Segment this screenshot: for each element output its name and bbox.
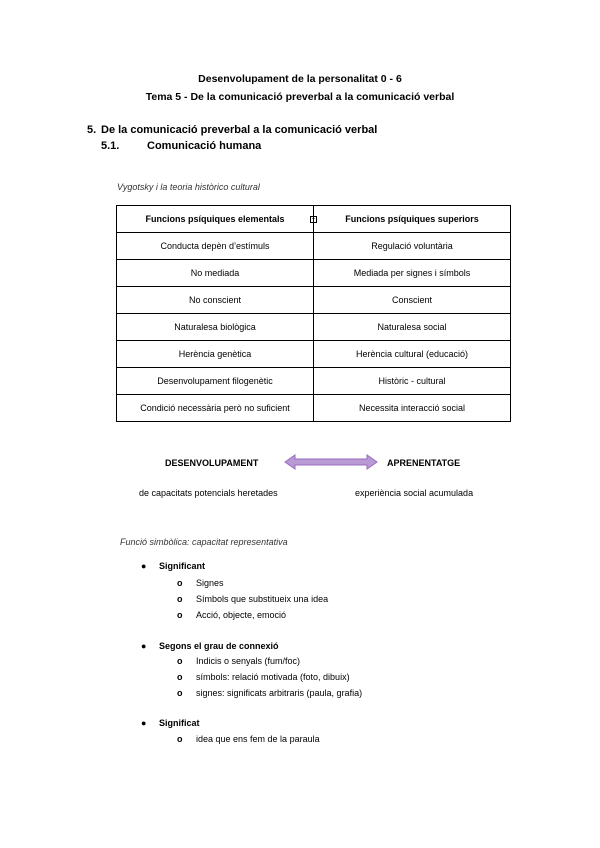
table-cell: No conscient <box>117 287 314 314</box>
table-cell: Naturalesa biològica <box>117 314 314 341</box>
table-row <box>117 341 511 368</box>
list-item: símbols: relació motivada (foto, dibuix) <box>196 672 350 682</box>
sub-bullet-icon: o <box>177 656 183 666</box>
header-cell-elementals <box>117 206 314 233</box>
section-number: 5. <box>87 124 97 136</box>
table-cell: Mediada per signes i símbols <box>314 260 511 287</box>
list-item: Signes <box>196 578 224 588</box>
table-row <box>117 314 511 341</box>
table-row <box>117 287 511 314</box>
list-item: Acció, objecte, emoció <box>196 610 287 620</box>
bullet-signified: Significat <box>159 718 200 728</box>
table-cell: Necessita interacció social <box>314 395 511 422</box>
sub-bullet-icon: o <box>177 578 183 588</box>
table-cell: Herència genètica <box>117 341 314 368</box>
development-description: de capacitats potencials heretades <box>139 488 278 498</box>
table-cell: Naturalesa social <box>314 314 511 341</box>
table-row <box>117 395 511 422</box>
subsection-title: Comunicació humana <box>147 140 262 152</box>
header-cell-superiors: Funcions psíquiques superiors <box>314 206 511 233</box>
table-row <box>117 368 511 395</box>
list-item: idea que ens fem de la paraula <box>196 734 320 744</box>
sub-bullet-icon: o <box>177 688 183 698</box>
bullet-icon: ● <box>141 641 147 651</box>
table-cell: Regulació voluntària <box>314 233 511 260</box>
bullet-icon: ● <box>141 718 147 728</box>
symbolic-function-caption: Funció simbòlica: capacitat representativa <box>120 537 288 547</box>
table-row <box>117 260 511 287</box>
vygotsky-table <box>116 205 511 422</box>
sub-bullet-icon: o <box>177 734 183 744</box>
bullet-significant: Significant <box>159 561 206 571</box>
document-title: Desenvolupament de la personalitat 0 - 6 <box>198 73 402 85</box>
table-move-handle-icon[interactable]: + <box>310 216 317 223</box>
double-arrow-icon <box>284 454 378 470</box>
header-label: Funcions psíquiques elementals <box>145 214 285 224</box>
sub-bullet-icon: o <box>177 610 183 620</box>
learning-description: experiència social acumulada <box>355 488 474 498</box>
bullet-connection-degree: Segons el grau de connexió <box>159 641 279 651</box>
development-label: DESENVOLUPAMENT <box>165 458 259 468</box>
table-cell: Històric - cultural <box>314 368 511 395</box>
table-cell: Herència cultural (educació) <box>314 341 511 368</box>
document-subtitle: Tema 5 - De la comunicació preverbal a la comunicació verbal <box>145 91 455 103</box>
table-cell: Conducta depèn d’estímuls <box>117 233 314 260</box>
subsection-number: 5.1. <box>101 140 120 152</box>
bullet-icon: ● <box>141 561 147 571</box>
learning-label: APRENENTATGE <box>387 458 461 468</box>
sub-bullet-icon: o <box>177 594 183 604</box>
table-cell: Desenvolupament filogenètic <box>117 368 314 395</box>
table-cell: Conscient <box>314 287 511 314</box>
table-caption: Vygotsky i la teoria històrico cultural <box>117 182 260 192</box>
table-cell: No mediada <box>117 260 314 287</box>
table-row <box>117 233 511 260</box>
list-item: Indicis o senyals (fum/foc) <box>196 656 301 666</box>
section-title: De la comunicació preverbal a la comunicació verbal <box>101 124 378 136</box>
table-header-row <box>117 206 511 233</box>
list-item: signes: significats arbitraris (paula, grafia) <box>196 688 363 698</box>
table-cell: Condició necessària però no suficient <box>117 395 314 422</box>
list-item: Símbols que substitueix una idea <box>196 594 329 604</box>
sub-bullet-icon: o <box>177 672 183 682</box>
